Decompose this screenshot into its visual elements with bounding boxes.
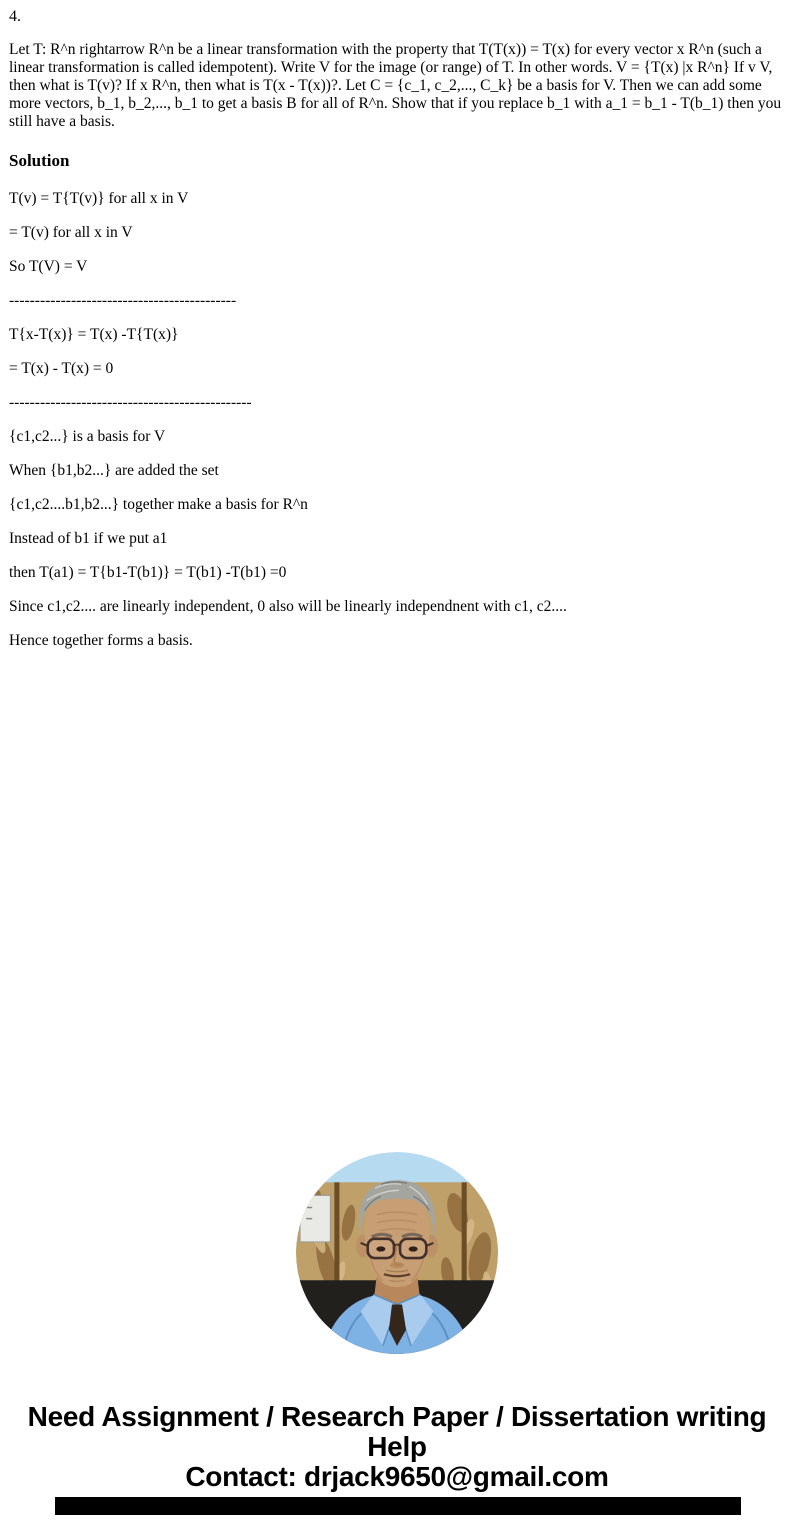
- solution-line: T{x-T(x)} = T(x) -T{T(x)}: [9, 326, 179, 343]
- solution-line: = T(v) for all x in V: [9, 224, 133, 241]
- solution-line: = T(x) - T(x) = 0: [9, 360, 114, 377]
- solution-line: {c1,c2...} is a basis for V: [9, 428, 166, 445]
- solution-body: [9, 190, 787, 666]
- solution-line: T(v) = T{T(v)} for all x in V: [9, 190, 189, 207]
- dashed-separator: -----------------------------------------------: [9, 394, 252, 411]
- footer-promo-text: Need Assignment / Research Paper / Dissertation writing Help: [27, 1401, 767, 1462]
- solution-line: then T(a1) = T{b1-T(b1)} = T(b1) -T(b1) =0: [9, 564, 287, 581]
- bottom-bar: [55, 1497, 741, 1515]
- question-text: Let T: R^n rightarrow R^n be a linear transformation with the property that T(T(x)) = T(x) for every vector x R^n (such a linear transformation is called idempotent). Write V for the image (or range) of T. In other words. V = {T(x) |x R^n} If v V, then what is T(v)? If x R^n, then what is T(x - T(x))?. Let C = {c_1, c_2,..., C_k} be a basis for V. Then we can add some more vectors, b_1, b_2,..., b_1 to get a basis B for all of R^n. Show that if you replace b_1 with a_1 = b_1 - T(b_1) then you still have a basis.: [9, 41, 782, 130]
- footer-contact-text: Contact: drjack9650@gmail.com: [185, 1461, 609, 1492]
- solution-heading: Solution: [9, 151, 70, 170]
- solution-line: So T(V) = V: [9, 258, 88, 275]
- solution-line: When {b1,b2...} are added the set: [9, 462, 219, 479]
- tutor-avatar: [296, 1152, 498, 1354]
- footer: [17, 1402, 777, 1492]
- person-photo-icon: [296, 1152, 498, 1354]
- dashed-separator: --------------------------------------------: [9, 292, 237, 309]
- solution-line: Hence together forms a basis.: [9, 632, 193, 649]
- solution-line: Instead of b1 if we put a1: [9, 530, 168, 547]
- question-number: 4.: [9, 8, 21, 25]
- solution-line: {c1,c2....b1,b2...} together make a basis for R^n: [9, 496, 308, 513]
- solution-line: Since c1,c2.... are linearly independent, 0 also will be linearly independnent with c1, c2....: [9, 598, 567, 615]
